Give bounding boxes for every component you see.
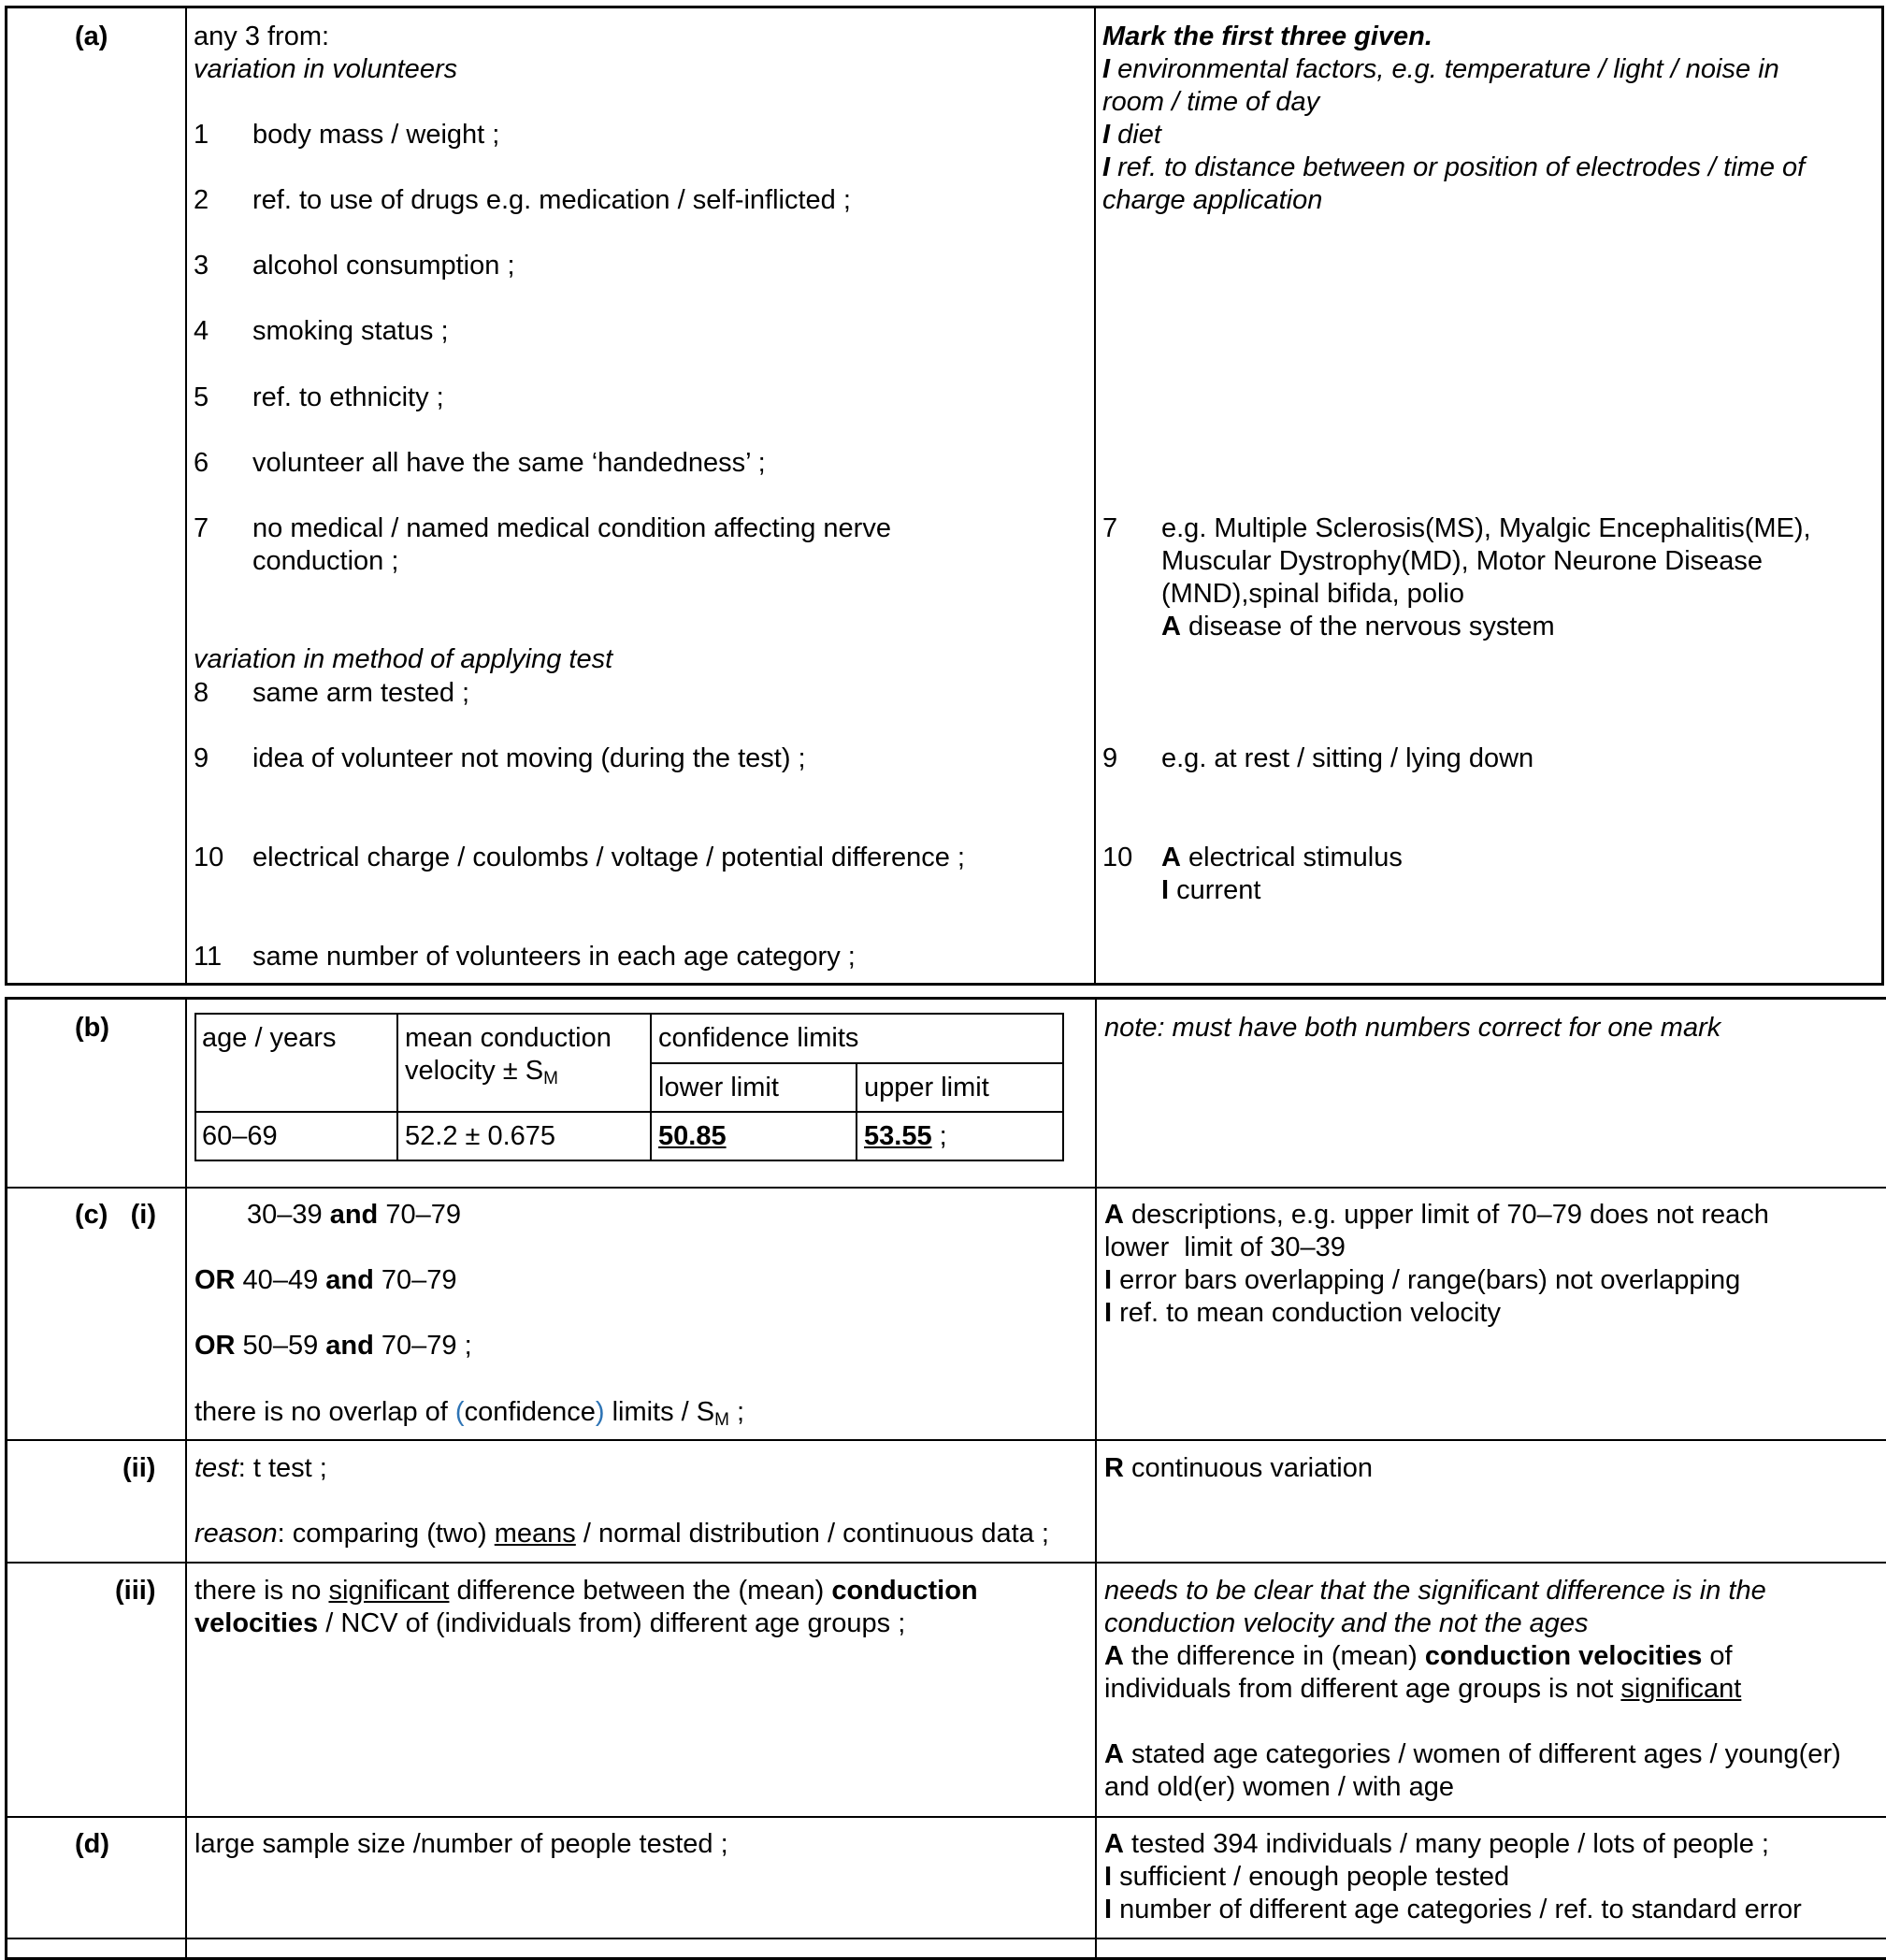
item-number: 9 bbox=[194, 743, 209, 773]
answer-line: large sample size /number of people tested ; bbox=[194, 1829, 728, 1859]
column-divider bbox=[1094, 8, 1096, 983]
answer-line: velocities / NCV of (individuals from) different age groups ; bbox=[194, 1608, 906, 1638]
cell-age: 60–69 bbox=[202, 1121, 278, 1151]
row-divider bbox=[7, 1187, 1886, 1189]
answer-line: 30–39 and 70–79 bbox=[247, 1200, 461, 1230]
answer-subheading: variation in method of applying test bbox=[194, 644, 613, 674]
item-number: 7 bbox=[194, 513, 209, 543]
guidance-line: conduction velocity and the not the ages bbox=[1104, 1608, 1589, 1638]
item-text: electrical charge / coulombs / voltage / potential difference ; bbox=[252, 843, 965, 872]
guidance-line: room / time of day bbox=[1102, 87, 1320, 117]
cell-mean: 52.2 ± 0.675 bbox=[405, 1121, 556, 1151]
answer-line: reason: comparing (two) means / normal distribution / continuous data ; bbox=[194, 1519, 1049, 1549]
guidance-number: 7 bbox=[1102, 513, 1118, 543]
column-divider bbox=[185, 1000, 187, 1957]
guidance-line: I ref. to mean conduction velocity bbox=[1104, 1298, 1501, 1328]
guidance-line: e.g. Multiple Sclerosis(MS), Myalgic Encephalitis(ME), bbox=[1161, 513, 1811, 543]
item-text: ref. to use of drugs e.g. medication / self-inflicted ; bbox=[252, 185, 851, 215]
item-text: body mass / weight ; bbox=[252, 120, 500, 150]
row-divider bbox=[7, 1562, 1886, 1564]
guidance-line: I number of different age categories / ref. to standard error bbox=[1104, 1895, 1802, 1924]
guidance-line: A the difference in (mean) conduction velocities of bbox=[1104, 1641, 1733, 1671]
guidance-line: A descriptions, e.g. upper limit of 70–79 does not reach bbox=[1104, 1200, 1769, 1230]
guidance-line: I sufficient / enough people tested bbox=[1104, 1862, 1510, 1892]
header-mean: velocity ± $S_M$ bbox=[405, 1056, 558, 1088]
answer-line: OR 40–49 and 70–79 bbox=[194, 1265, 457, 1295]
cell-upper-limit: 53.55 ; bbox=[864, 1121, 947, 1151]
answer-intro: any 3 from: bbox=[194, 22, 330, 51]
row-divider bbox=[7, 1938, 1886, 1939]
item-number: 11 bbox=[194, 942, 223, 972]
guidance-line: R continuous variation bbox=[1104, 1453, 1373, 1483]
question-label-a: (a) bbox=[75, 22, 108, 51]
column-divider bbox=[1095, 1000, 1097, 1957]
answer-line: there is no overlap of (confidence) limits / $S_M$ ; bbox=[194, 1397, 745, 1430]
guidance-line: A disease of the nervous system bbox=[1161, 612, 1555, 641]
item-number: 2 bbox=[194, 185, 209, 215]
guidance-line: A electrical stimulus bbox=[1161, 843, 1403, 872]
item-number: 5 bbox=[194, 382, 209, 412]
item-number: 10 bbox=[194, 843, 224, 872]
guidance-line: I error bars overlapping / range(bars) not overlapping bbox=[1104, 1265, 1741, 1295]
item-text: alcohol consumption ; bbox=[252, 251, 515, 281]
row-divider bbox=[7, 1439, 1886, 1441]
guidance-line: A stated age categories / women of different ages / young(er) bbox=[1104, 1739, 1841, 1769]
guidance-number: 9 bbox=[1102, 743, 1118, 773]
item-text: idea of volunteer not moving (during the test) ; bbox=[252, 743, 806, 773]
inner-column-divider bbox=[650, 1013, 652, 1161]
cell-lower-limit: 50.85 bbox=[658, 1121, 727, 1151]
guidance-line: Muscular Dystrophy(MD), Motor Neurone Disease bbox=[1161, 546, 1764, 576]
question-label-d: (d) bbox=[75, 1829, 110, 1859]
header-age: age / years bbox=[202, 1023, 337, 1053]
column-divider bbox=[185, 8, 187, 983]
question-label-b: (b) bbox=[75, 1013, 110, 1043]
guidance-line: charge application bbox=[1102, 185, 1323, 215]
guidance-line: I current bbox=[1161, 875, 1261, 905]
inner-column-divider bbox=[396, 1013, 398, 1161]
inner-row-divider bbox=[651, 1062, 1064, 1064]
item-text: smoking status ; bbox=[252, 316, 449, 346]
guidance-line: and old(er) women / with age bbox=[1104, 1772, 1454, 1802]
header-mean: mean conduction bbox=[405, 1023, 612, 1053]
guidance-line: needs to be clear that the significant difference is in the bbox=[1104, 1576, 1766, 1606]
item-text: no medical / named medical condition affecting nerve bbox=[252, 513, 891, 543]
guidance-line: (MND),spinal bifida, polio bbox=[1161, 579, 1464, 609]
item-text: same arm tested ; bbox=[252, 678, 470, 708]
row-divider bbox=[7, 1816, 1886, 1818]
item-text-continued: conduction ; bbox=[252, 546, 399, 576]
item-text: same number of volunteers in each age category ; bbox=[252, 942, 856, 972]
header-lower-limit: lower limit bbox=[658, 1073, 779, 1102]
item-text: volunteer all have the same ‘handedness’ ; bbox=[252, 448, 766, 478]
answer-line: test: t test ; bbox=[194, 1453, 327, 1483]
guidance-line: e.g. at rest / sitting / lying down bbox=[1161, 743, 1534, 773]
item-number: 8 bbox=[194, 678, 209, 708]
guidance-line: I diet bbox=[1102, 120, 1161, 150]
guidance-line: I ref. to distance between or position of electrodes / time of bbox=[1102, 152, 1806, 182]
item-number: 1 bbox=[194, 120, 209, 150]
question-label-c-ii: (ii) bbox=[122, 1453, 156, 1483]
item-number: 3 bbox=[194, 251, 209, 281]
answer-subheading: variation in volunteers bbox=[194, 54, 458, 84]
guidance-line: note: must have both numbers correct for one mark bbox=[1104, 1013, 1721, 1043]
guidance-number: 10 bbox=[1102, 843, 1133, 872]
answer-line: there is no significant difference between the (mean) conduction bbox=[194, 1576, 978, 1606]
header-upper-limit: upper limit bbox=[864, 1073, 989, 1102]
item-number: 4 bbox=[194, 316, 209, 346]
header-confidence-limits: confidence limits bbox=[658, 1023, 859, 1053]
guidance-heading: Mark the first three given. bbox=[1102, 22, 1432, 51]
guidance-line: I environmental factors, e.g. temperature / light / noise in bbox=[1102, 54, 1779, 84]
guidance-line: A tested 394 individuals / many people / lots of people ; bbox=[1104, 1829, 1769, 1859]
answer-line: OR 50–59 and 70–79 ; bbox=[194, 1331, 472, 1361]
item-text: ref. to ethnicity ; bbox=[252, 382, 444, 412]
question-label-c-iii: (iii) bbox=[115, 1576, 156, 1606]
inner-row-divider bbox=[194, 1111, 1064, 1113]
guidance-line: lower limit of 30–39 bbox=[1104, 1232, 1346, 1262]
question-label-c-i: (c) (i) bbox=[75, 1200, 156, 1230]
item-number: 6 bbox=[194, 448, 209, 478]
guidance-line: individuals from different age groups is not significant bbox=[1104, 1674, 1742, 1704]
